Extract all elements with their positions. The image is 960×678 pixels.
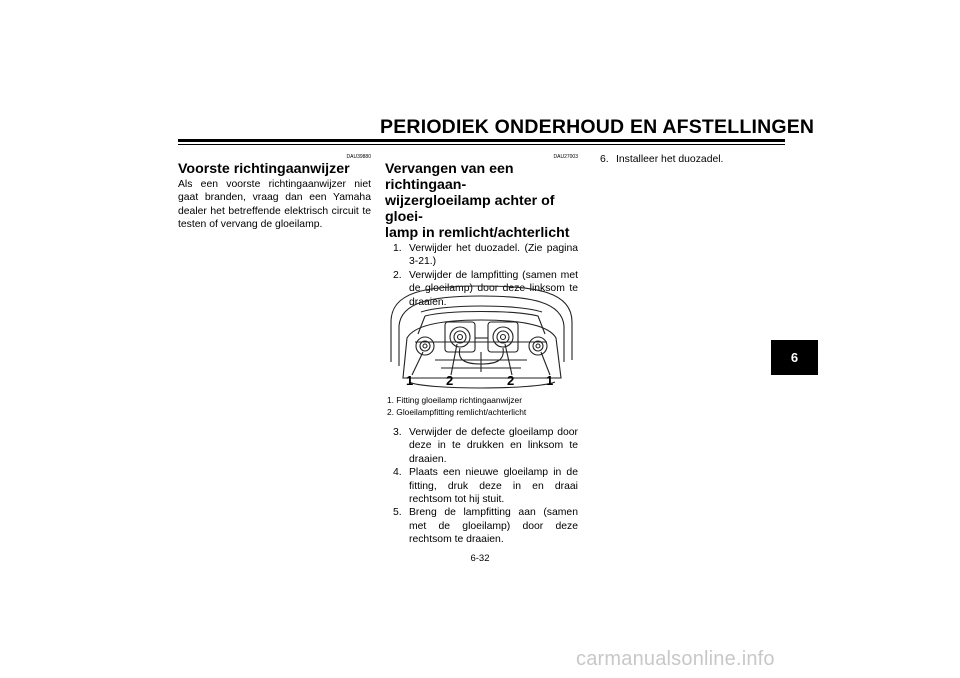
steps-list — [592, 153, 785, 166]
step-number: 6. — [600, 154, 609, 165]
section-code: DAU39880 — [346, 154, 371, 160]
figure-callout: 2 — [507, 373, 515, 388]
heading-line: wijzergloeilamp achter of gloei- — [385, 193, 555, 225]
step-number: 4. — [393, 467, 402, 479]
heading-line: lamp in remlicht/achterlicht — [385, 225, 570, 241]
step-text: Plaats een nieuwe gloeilamp in de fitting, druk deze in en draai rechtsom tot hij stuit. — [409, 467, 578, 506]
section-code: DAU27003 — [553, 154, 578, 160]
page-title: PERIODIEK ONDERHOUD EN AFSTELLINGEN — [380, 116, 815, 138]
page-number: 6-32 — [470, 553, 490, 564]
figure-callout: 1 — [406, 373, 414, 388]
steps-after-figure — [385, 426, 578, 547]
step-text: Verwijder het duozadel. (Zie pagina 3-21.) — [409, 243, 578, 268]
header-rule — [178, 139, 785, 142]
list-item — [385, 506, 578, 546]
section-body: Als een voorste richtingaanwijzer niet gaat branden, vraag dan een Yamaha dealer het betreffende elektrisch circuit te testen of vervang de gloeilamp. — [178, 179, 371, 231]
figure-callout: 1 — [546, 373, 554, 388]
section-heading — [385, 161, 578, 241]
step-text: Installeer het duozadel. — [616, 154, 724, 165]
step-number: 2. — [393, 269, 402, 281]
figure-legend — [387, 395, 580, 418]
step-text: Breng de lampfitting aan (samen met de gloeilamp) door deze rechtsom te draaien. — [409, 507, 578, 546]
header-rule-thin — [178, 144, 785, 145]
step-number: 3. — [393, 427, 402, 438]
legend-item: 2. Gloeilampfitting remlicht/achterlicht — [387, 406, 527, 417]
step-number: 5. — [393, 507, 402, 519]
list-item — [385, 466, 578, 506]
right-section — [592, 153, 785, 166]
legend-item: 1. Fitting gloeilamp richtingaanwijzer — [387, 395, 522, 405]
left-section — [178, 154, 371, 232]
steps-list — [385, 426, 578, 547]
list-item — [385, 242, 578, 269]
watermark: carmanualsonline.info — [576, 648, 775, 670]
step-text: Verwijder de defecte gloeilamp door deze in te drukken en linksom te draaien. — [409, 427, 578, 465]
section-heading: Voorste richtingaanwijzer — [178, 161, 350, 177]
figure-callout: 2 — [446, 373, 454, 388]
step-text: Verwijder de lampfitting (samen met de gloeilamp) door deze linksom te draaien. — [409, 269, 578, 308]
list-item — [385, 426, 578, 466]
heading-line: Vervangen van een richtingaan- — [385, 161, 514, 193]
step-number: 1. — [393, 243, 402, 254]
figure — [385, 282, 578, 394]
chapter-tab: 6 — [771, 340, 818, 375]
list-item — [592, 153, 785, 166]
